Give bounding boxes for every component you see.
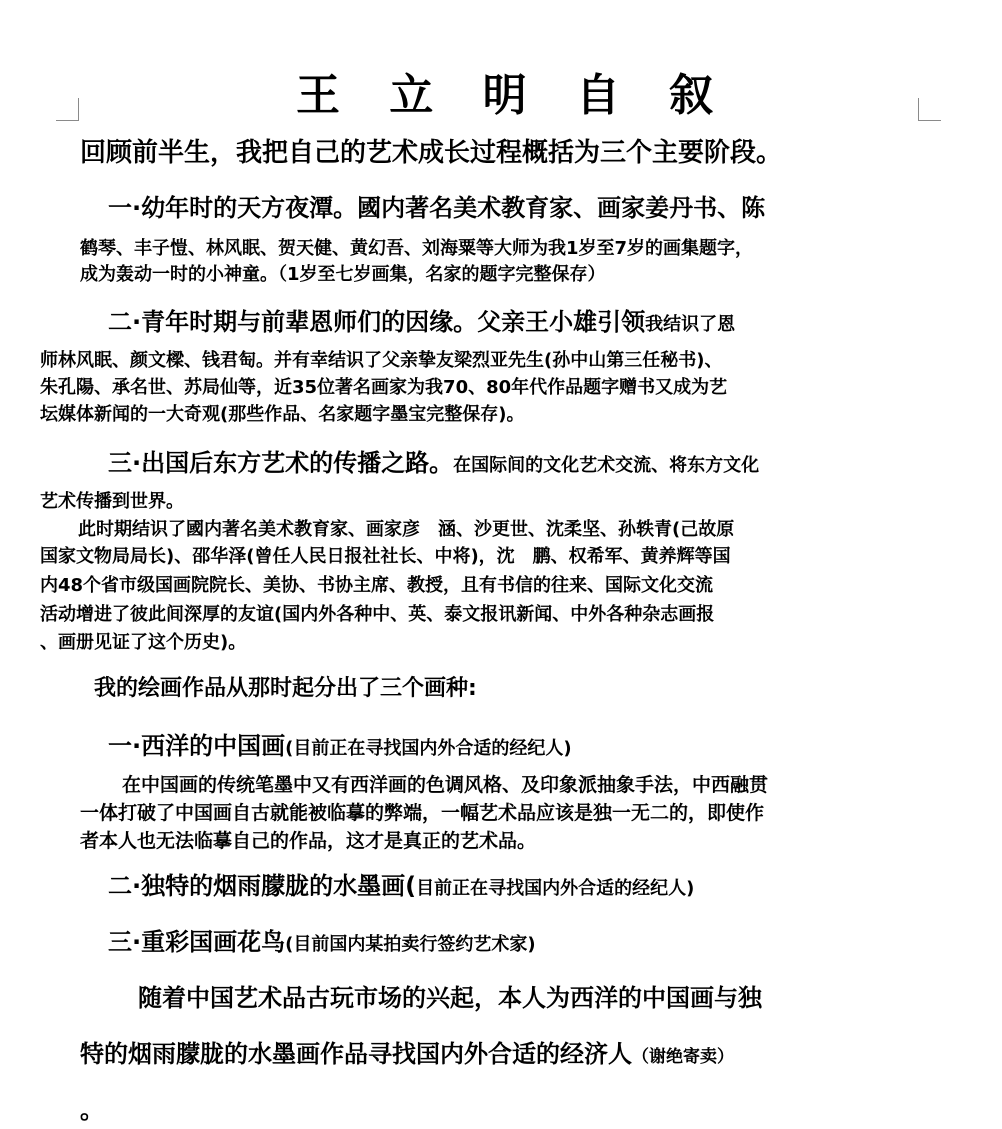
page-corner-mark-left <box>56 98 79 121</box>
works-heading: 我的绘画作品从那时起分出了三个画种: <box>94 676 477 701</box>
stage3-para-line: 此时期结识了國内著名美术教育家、画家彦 涵、沙更世、沈柔坚、孙轶青(己故原 <box>78 519 735 540</box>
stage1-heading: 一·幼年时的天方夜潭。國内著名美术教育家、画家姜丹书、陈 <box>108 194 766 222</box>
stage2-heading: 二·青年时期与前辈恩师们的因缘。父亲王小雄引领 <box>108 308 646 336</box>
stage3-para-line: 内48个省市级国画院院长、美协、书协主席、教授，且有书信的往来、国际文化交流 <box>40 575 714 596</box>
stage3-heading: 三·出国后东方艺术的传播之路。 <box>108 449 454 477</box>
intro-line: 回顾前半生，我把自己的艺术成长过程概括为三个主要阶段。 <box>80 138 783 168</box>
genre3-title: 三·重彩国画花鸟 <box>108 928 286 956</box>
stage3-line2: 艺术传播到世界。 <box>40 491 184 512</box>
closing-line2 <box>80 1042 734 1066</box>
genre1-desc-line: 在中国画的传统笔墨中又有西洋画的色调风格、及印象派抽象手法，中西融贯 <box>122 774 769 796</box>
genre3-note: (目前国内某拍卖行签约艺术家) <box>285 934 536 955</box>
stage1-line3: 成为轰动一时的小神童。（1岁至七岁画集，名家的题字完整保存） <box>80 264 606 285</box>
stage3-para-line: 活动增进了彼此间深厚的友谊(国内外各种中、英、泰文报讯新闻、中外各种杂志画报 <box>40 604 715 625</box>
genre1-line <box>108 734 572 758</box>
stage2-line3: 朱孔陽、承名世、苏局仙等，近35位著名画家为我70、80年代作品题字赠书又成为艺 <box>40 377 728 398</box>
closing-line2-text: 特的烟雨朦胧的水墨画作品寻找国内外合适的经济人 <box>80 1040 632 1068</box>
genre2-note: 目前正在寻找国内外合适的经纪人) <box>416 878 695 899</box>
genre2-title: 二·独特的烟雨朦胧的水墨画( <box>108 872 417 900</box>
stage3-para-line: 国家文物局局长)、邵华泽(曾任人民日报社社长、中将)，沈 鹏、权希军、黄养辉等国 <box>40 546 731 567</box>
stage3-para-line: 、画册见证了这个历史)。 <box>40 632 247 653</box>
stage3-heading-line <box>108 451 759 475</box>
stage1-line2: 鹤琴、丰子愷、林风眠、贺天健、黄幻吾、刘海粟等大师为我1岁至7岁的画集题字， <box>80 238 754 259</box>
closing-line2-note: （谢绝寄卖） <box>632 1047 734 1067</box>
closing-line1: 随着中国艺术品古玩市场的兴起，本人为西洋的中国画与独 <box>138 984 762 1012</box>
genre2-line <box>108 874 694 898</box>
genre1-note: (目前正在寻找国内外合适的经纪人) <box>285 738 572 759</box>
closing-line3: 。 <box>80 1096 104 1124</box>
stage2-heading-line <box>108 310 735 334</box>
genre1-desc-line: 一体打破了中国画自古就能被临摹的弊端，一幅艺术品应该是独一无二的，即使作 <box>80 802 765 824</box>
stage2-line4: 坛媒体新闻的一大奇观(那些作品、名家题字墨宝完整保存)。 <box>40 404 525 425</box>
genre1-title: 一·西洋的中国画 <box>108 732 286 760</box>
genre1-desc-line: 者本人也无法临摹自己的作品，这才是真正的艺术品。 <box>80 830 537 852</box>
document-title: 王 立 明 自 叙 <box>296 70 731 121</box>
stage3-heading-tail: 在国际间的文化艺术交流、将东方文化 <box>453 455 760 476</box>
page-corner-mark-right <box>918 98 941 121</box>
genre3-line <box>108 930 536 954</box>
stage2-heading-tail: 我结识了恩 <box>645 314 736 335</box>
stage2-line2: 师林风眠、颜文樑、钱君匋。并有幸结识了父亲挚友梁烈亚先生(孙中山第三任秘书)、 <box>40 350 723 371</box>
